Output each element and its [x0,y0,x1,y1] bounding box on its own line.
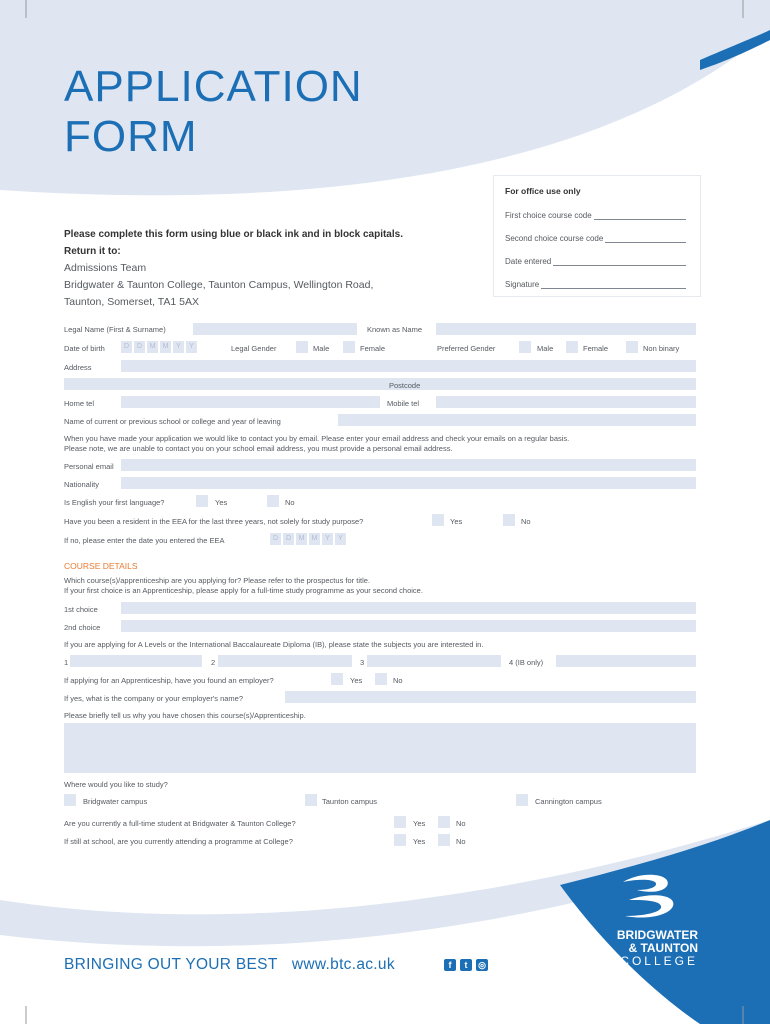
preferred-gender-non-binary-checkbox[interactable] [626,341,638,353]
why-textarea[interactable] [64,723,696,773]
legal-gender-male-checkbox[interactable] [296,341,308,353]
eea-date-label: If no, please enter the date you entered the EEA [64,536,225,545]
first-choice-input[interactable] [121,602,696,614]
legal-gender-male-label: Male [313,344,330,353]
dob-input[interactable] [121,341,197,353]
footer-slogan-line [64,956,395,974]
bridgwater-campus-label: Bridgwater campus [83,797,148,806]
employer-name-label: If yes, what is the company or your employer's name? [64,694,244,703]
address-input-3[interactable] [64,378,380,390]
subject-1-input[interactable] [70,655,202,667]
eea-digit: Y [335,533,346,545]
course-which-line-2: If your first choice is an Apprenticeship, please apply for a full-time study programme as your second choice. [64,586,423,595]
preferred-gender-label: Preferred Gender [437,344,496,353]
dob-digit: D [134,341,145,353]
website-link[interactable]: www.btc.ac.uk [291,956,395,973]
facebook-icon[interactable]: f [444,959,456,971]
english-no-label: No [285,498,295,507]
legal-gender-label: Legal Gender [231,344,277,353]
college-logo-icon [615,872,685,922]
school-question-label: If still at school, are you currently attending a programme at College? [64,837,293,846]
dob-digit: M [147,341,158,353]
first-choice-code-field[interactable]: First choice course code [505,210,686,220]
instructions: Please complete this form using blue or black ink and in block capitals. Return it to: Admissions Team Bridgwater & Taunton College, Taunton Campus, Wellington Road, Taunton, Somerset, TA1 5AX [64,229,403,308]
eea-date-input[interactable] [270,533,346,545]
address-input-1[interactable] [121,360,696,372]
fulltime-yes-label: Yes [413,819,426,828]
employer-name-input[interactable] [285,691,696,703]
dob-digit: M [160,341,171,353]
nationality-input[interactable] [121,477,696,489]
postcode-label: Postcode [389,381,421,390]
email-note-line-1: When you have made your application we would like to contact you by email. Please enter your email address and check your emails on a regular basis. [64,434,570,443]
english-first-label: Is English your first language? [64,498,165,507]
english-yes-checkbox[interactable] [196,495,208,507]
school-yes-label: Yes [413,837,426,846]
personal-email-label: Personal email [64,462,114,471]
home-tel-label: Home tel [64,399,95,408]
subject-4-label: 4 (IB only) [509,658,544,667]
english-yes-label: Yes [215,498,228,507]
nationality-label: Nationality [64,480,100,489]
preferred-gender-non-binary-label: Non binary [643,344,680,353]
subject-2-input[interactable] [218,655,352,667]
subject-2-label: 2 [211,658,216,667]
eea-digit: D [270,533,281,545]
employer-no-label: No [393,676,403,685]
eea-digit: M [309,533,320,545]
employer-yes-checkbox[interactable] [331,673,343,685]
school-no-label: No [456,837,466,846]
eea-digit: M [296,533,307,545]
preferred-gender-female-checkbox[interactable] [566,341,578,353]
office-use-box [493,175,701,297]
eea-digit: Y [322,533,333,545]
legal-name-input[interactable] [193,323,357,335]
taunton-campus-label: Taunton campus [322,797,378,806]
course-details-heading: COURSE DETAILS [64,561,138,571]
eea-no-checkbox[interactable] [503,514,515,526]
fulltime-no-checkbox[interactable] [438,816,450,828]
preferred-gender-male-checkbox[interactable] [519,341,531,353]
known-as-input[interactable] [436,323,696,335]
known-as-label: Known as Name [367,325,423,334]
employer-question-label: If applying for an Apprenticeship, have you found an employer? [64,676,274,685]
cannington-campus-label: Cannington campus [535,797,602,806]
school-input[interactable] [338,414,696,426]
address-label: Address [64,363,92,372]
first-choice-label: 1st choice [64,605,98,614]
second-choice-code-field[interactable]: Second choice course code [505,233,686,243]
second-choice-input[interactable] [121,620,696,632]
why-label: Please briefly tell us why you have chosen this course(s)/Apprenticeship. [64,711,306,720]
instagram-icon[interactable]: ◎ [476,959,488,971]
college-logo-text: BRIDGWATER & TAUNTON COLLEGE [616,928,698,968]
subject-3-input[interactable] [367,655,501,667]
office-use-heading: For office use only [505,186,581,196]
eea-resident-label: Have you been a resident in the EEA for the last three years, not solely for study purpose? [64,517,364,526]
preferred-gender-female-label: Female [583,344,609,353]
legal-gender-female-label: Female [360,344,386,353]
dob-digit: D [121,341,132,353]
alevels-label: If you are applying for A Levels or the International Baccalaureate Diploma (IB), please state the subjects you are interested in. [64,640,484,649]
email-note-line-2: Please note, we are unable to contact you on your school email address, you must provide a personal email address. [64,444,453,453]
subject-3-label: 3 [360,658,365,667]
second-choice-label: 2nd choice [64,623,101,632]
eea-yes-label: Yes [450,517,463,526]
dob-digit: Y [173,341,184,353]
employer-yes-label: Yes [350,676,363,685]
where-study-label: Where would you like to study? [64,780,168,789]
preferred-gender-male-label: Male [537,344,554,353]
eea-no-label: No [521,517,531,526]
eea-yes-checkbox[interactable] [432,514,444,526]
fulltime-no-label: No [456,819,466,828]
slogan: BRINGING OUT YOUR BEST [64,956,278,973]
dob-label: Date of birth [64,344,105,353]
date-entered-field[interactable]: Date entered [505,256,686,266]
employer-no-checkbox[interactable] [375,673,387,685]
course-which-line-1: Which course(s)/apprenticeship are you applying for? Please refer to the prospectus for title. [64,576,370,585]
school-no-checkbox[interactable] [438,834,450,846]
personal-email-input[interactable] [121,459,696,471]
eea-digit: D [283,533,294,545]
legal-gender-female-checkbox[interactable] [343,341,355,353]
social-icons [444,959,488,971]
school-yes-checkbox[interactable] [394,834,406,846]
fulltime-question-label: Are you currently a full-time student at Bridgwater & Taunton College? [64,819,296,828]
twitter-icon[interactable]: t [460,959,472,971]
mobile-tel-label: Mobile tel [387,399,420,408]
taunton-campus-checkbox[interactable] [305,794,317,806]
home-tel-input[interactable] [121,396,380,408]
bridgwater-campus-checkbox[interactable] [64,794,76,806]
english-no-checkbox[interactable] [267,495,279,507]
dob-digit: Y [186,341,197,353]
subject-4-input[interactable] [556,655,696,667]
fulltime-yes-checkbox[interactable] [394,816,406,828]
signature-field[interactable]: Signature [505,279,686,289]
legal-name-label: Legal Name (First & Surname) [64,325,166,334]
postcode-input[interactable] [436,378,696,390]
subject-1-label: 1 [64,658,69,667]
mobile-tel-input[interactable] [436,396,696,408]
cannington-campus-checkbox[interactable] [516,794,528,806]
school-label: Name of current or previous school or college and year of leaving [64,417,281,426]
form-title: APPLICATION FORM [64,62,363,161]
